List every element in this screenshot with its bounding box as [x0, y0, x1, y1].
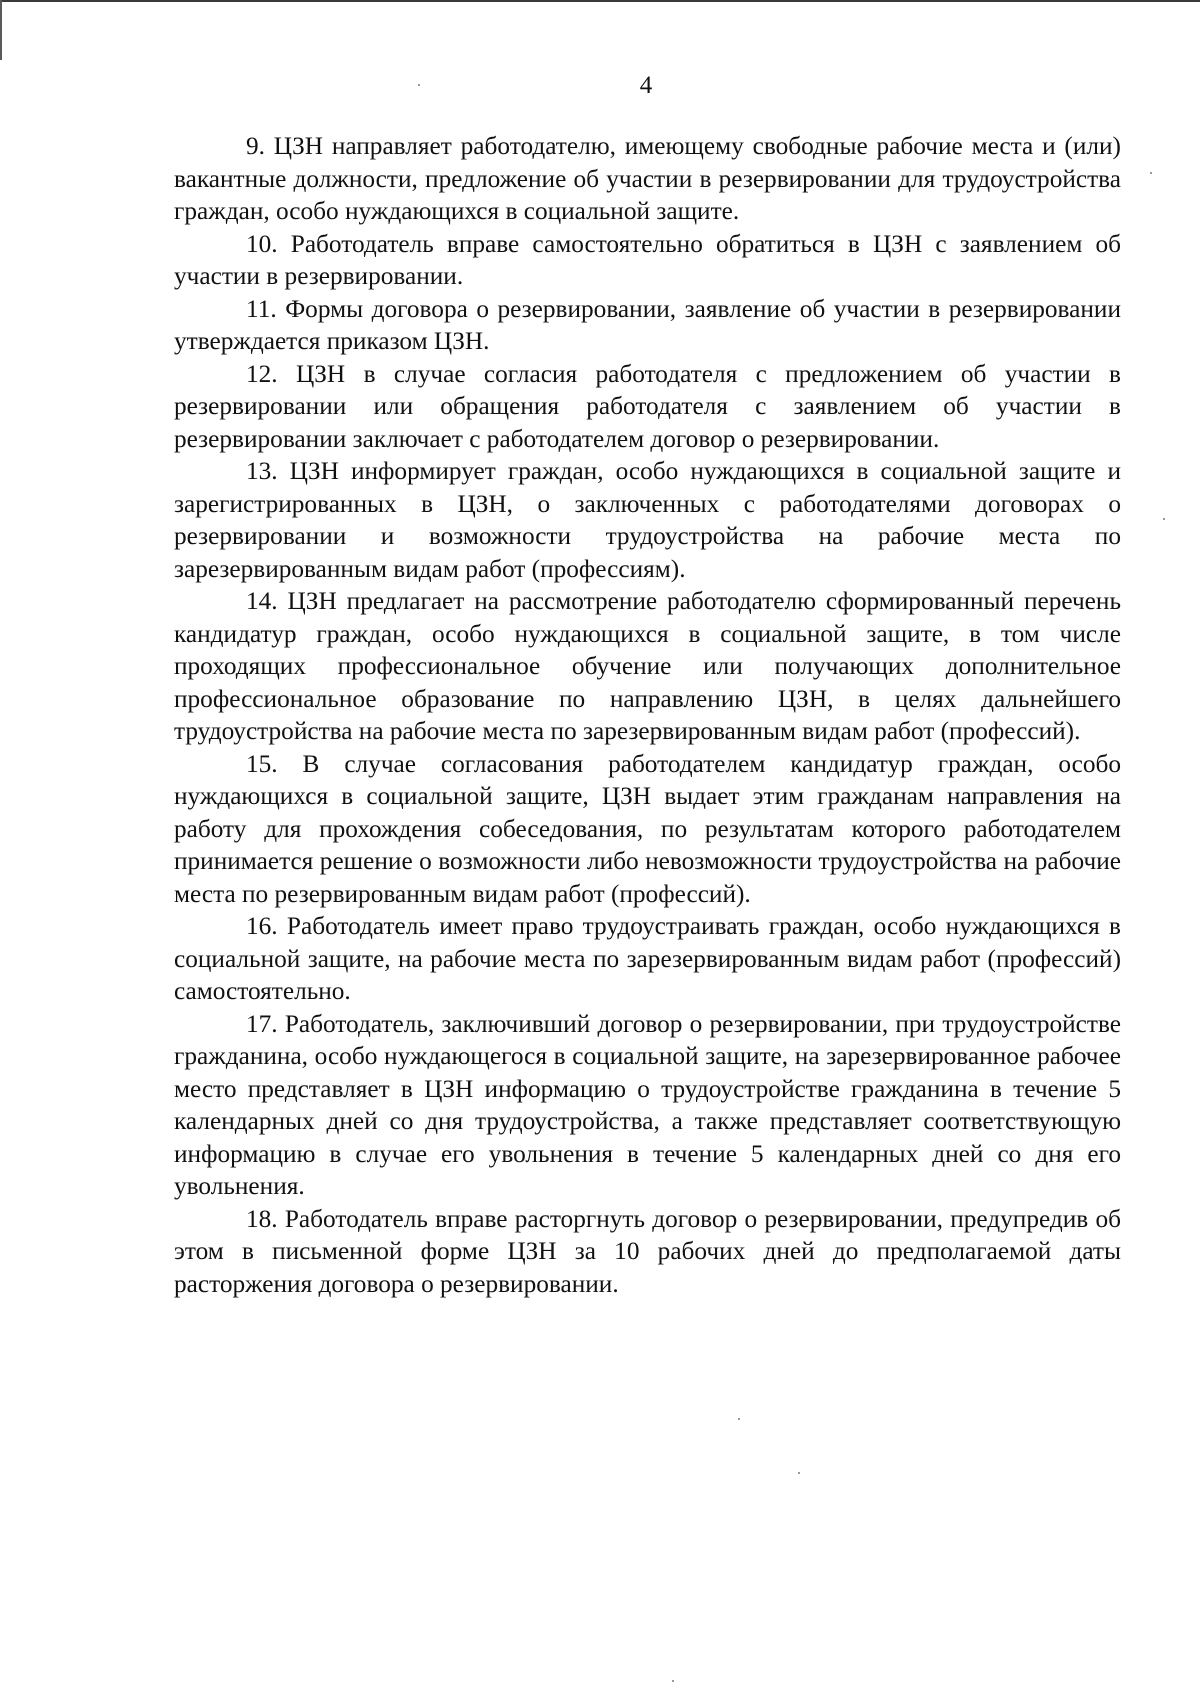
scan-edge-top: [0, 0, 1200, 2]
paragraph-11: 11. Формы договора о резервировании, заявление об участии в резервировании утверждается приказом ЦЗН.: [174, 294, 1121, 355]
paragraph-13: 13. ЦЗН информирует граждан, особо нуждающихся в социальной защите и зарегистрированных в ЦЗН, о заключенных с работодателями договорах о резервировании и возможности трудоустройства на рабочие места по зарезервированным видам работ (профессиям).: [174, 457, 1121, 583]
scan-speck: [1163, 518, 1165, 520]
scan-speck: [738, 1418, 740, 1420]
scan-speck: [418, 84, 420, 86]
page-number: 4: [639, 72, 653, 99]
scan-speck: [672, 1680, 674, 1682]
paragraph-18: 18. Работодатель вправе расторгнуть договор о резервировании, предупредив об этом в письменной форме ЦЗН за 10 рабочих дней до предполагаемой даты расторжения договора о резервировании.: [174, 1204, 1121, 1298]
paragraph-12: 12. ЦЗН в случае согласия работодателя с предложением об участии в резервировании или обращения работодателя с заявлением об участии в резервировании заключает с работодателем договор о резервировании.: [174, 359, 1121, 453]
scan-speck: [1150, 172, 1152, 174]
paragraph-14: 14. ЦЗН предлагает на рассмотрение работодателю сформированный перечень кандидатур граждан, особо нуждающихся в социальной защите, в том числе проходящих профессиональное обучение или получающих дополнительное профессиональное образование по направлению ЦЗН, в целях дальнейшего трудоустройства на рабочие места по зарезервированным видам работ (профессий).: [174, 587, 1121, 745]
scan-edge-left: [0, 0, 2, 60]
paragraph-9: 9. ЦЗН направляет работодателю, имеющему свободные рабочие места и (или) вакантные должности, предложение об участии в резервировании для трудоустройства граждан, особо нуждающихся в социальной защите.: [174, 132, 1121, 225]
paragraph-10: 10. Работодатель вправе самостоятельно обратиться в ЦЗН с заявлением об участии в резервировании.: [174, 229, 1121, 290]
scan-speck: [798, 1472, 800, 1474]
paragraph-15: 15. В случае согласования работодателем кандидатур граждан, особо нуждающихся в социальной защите, ЦЗН выдает этим гражданам направления на работу для прохождения собеседования, по результатам которого работодателем принимается решение о возможности либо невозможности трудоустройства на рабочие места по резервированным видам работ (профессий).: [174, 749, 1121, 908]
paragraph-16: 16. Работодатель имеет право трудоустраивать граждан, особо нуждающихся в социальной защите, на рабочие места по зарезервированным видам работ (профессий) самостоятельно.: [174, 912, 1121, 1005]
paragraph-17: 17. Работодатель, заключивший договор о резервировании, при трудоустройстве гражданина, особо нуждающегося в социальной защите, на зарезервированное рабочее место представляет в ЦЗН информацию о трудоустройстве гражданина в течение 5 календарных дней со дня трудоустройства, а также представляет соответствующую информацию в случае его увольнения в течение 5 календарных дней со дня его увольнения.: [174, 1009, 1121, 1200]
document-body: [174, 130, 1121, 1300]
